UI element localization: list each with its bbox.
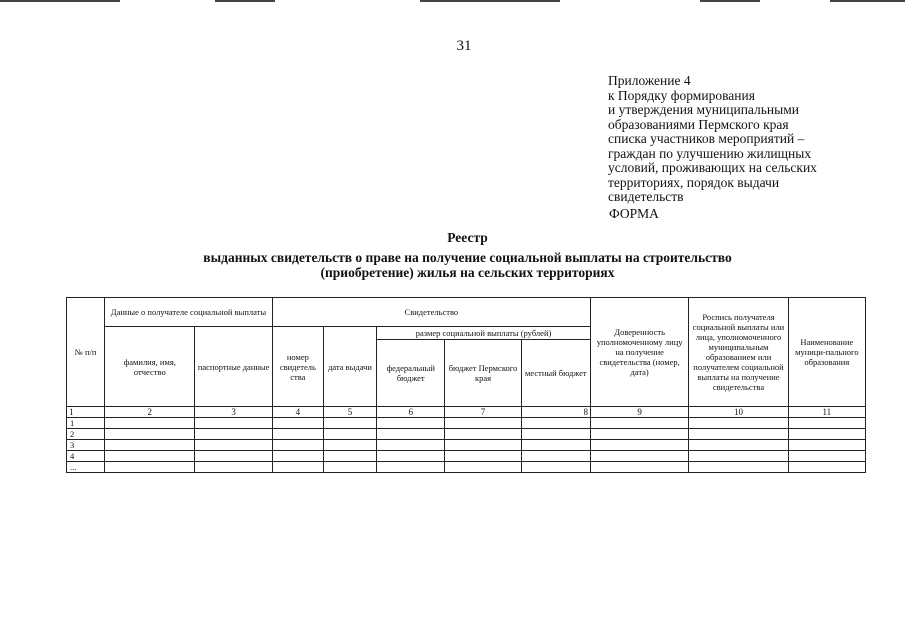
header-passport: паспортные данные <box>195 327 272 407</box>
scan-edge-mark <box>420 0 560 2</box>
column-number: 4 <box>272 407 323 418</box>
column-number: 1 <box>67 407 105 418</box>
header-signature: Роспись получателя социальной выплаты или лица, уполномоченного муниципальным образованием или получателем социальной выплаты на получение свидетельства <box>689 298 788 407</box>
row-number: 2 <box>67 429 105 440</box>
header-issue-date: дата выдачи <box>323 327 376 407</box>
page-number: 31 <box>456 38 472 54</box>
appendix-line: Приложение 4 <box>608 73 691 88</box>
table-row <box>67 462 866 473</box>
header-power-of-attorney: Доверенность уполномоченному лицу на получение свидетельства (номер, дата) <box>590 298 688 407</box>
column-number: 11 <box>788 407 865 418</box>
table-row <box>67 418 866 429</box>
appendix-line: условий, проживающих на сельских <box>608 160 817 175</box>
table-row <box>67 429 866 440</box>
column-number: 7 <box>445 407 521 418</box>
scan-edge-mark <box>215 0 275 2</box>
subtitle-line: выданных свидетельств о праве на получение социальной выплаты на строительство <box>203 250 732 265</box>
appendix-line: территориях, порядок выдачи <box>608 174 780 190</box>
column-number: 3 <box>195 407 272 418</box>
header-certificate-number: номер свидетель ства <box>272 327 323 407</box>
scan-edge-mark <box>0 0 120 2</box>
subtitle-line: (приобретение) жилья на сельских территориях <box>320 264 615 280</box>
header-payment-amount: размер социальной выплаты (рублей) <box>377 327 591 340</box>
document-subtitle <box>0 251 905 280</box>
form-label: ФОРМА <box>609 206 659 221</box>
appendix-line: граждан по улучшению жилищных <box>608 145 812 161</box>
header-federal-budget: федеральный бюджет <box>377 340 445 407</box>
header-full-name: фамилия, имя, отчество <box>105 327 195 407</box>
column-number: 10 <box>689 407 788 418</box>
table-row <box>67 451 866 462</box>
row-number: 3 <box>67 440 105 451</box>
column-number: 8 <box>521 407 590 418</box>
appendix-line: свидетельств <box>608 189 684 204</box>
appendix-line: образованиями Пермского края <box>608 116 789 132</box>
appendix-line: к Порядку формирования <box>608 87 755 103</box>
row-number: 4 <box>67 451 105 462</box>
header-regional-budget: бюджет Пермского края <box>445 340 521 407</box>
header-municipality: Наименование муници-пального образования <box>788 298 865 407</box>
column-number: 9 <box>590 407 688 418</box>
document-title: Реестр <box>447 230 488 245</box>
appendix-note <box>608 74 868 205</box>
header-local-budget: местный бюджет <box>521 340 590 407</box>
column-number-row <box>67 407 866 418</box>
column-number: 2 <box>105 407 195 418</box>
scan-edge-mark <box>830 0 905 2</box>
appendix-line: и утверждения муниципальными <box>608 102 799 117</box>
registry-table <box>66 297 866 473</box>
table-row <box>67 440 866 451</box>
column-number: 5 <box>323 407 376 418</box>
scan-edge-mark <box>700 0 760 2</box>
header-certificate: Свидетельство <box>272 298 590 327</box>
header-row-number: № п/п <box>67 298 105 407</box>
appendix-line: списка участников мероприятий – <box>608 131 805 146</box>
column-number: 6 <box>377 407 445 418</box>
row-number: ... <box>67 462 105 473</box>
header-recipient-data: Данные о получателе социальной выплаты <box>105 298 273 327</box>
row-number: 1 <box>67 418 105 429</box>
